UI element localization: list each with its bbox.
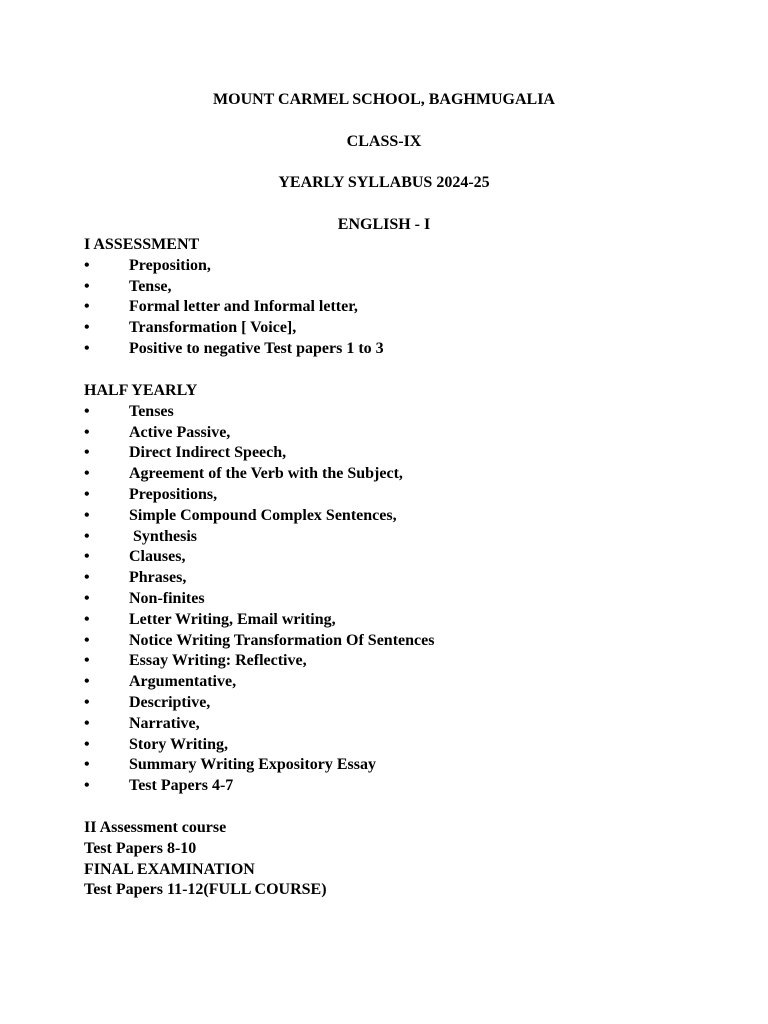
bullet-icon: • — [84, 714, 90, 732]
bullet-icon: • — [84, 465, 90, 483]
list-item-text: Tense, — [129, 277, 172, 295]
list-item-text: Transformation [ Voice], — [129, 319, 297, 337]
list-item — [84, 339, 724, 360]
bullet-icon: • — [84, 569, 90, 587]
bullet-icon: • — [84, 277, 90, 295]
list-item — [84, 631, 724, 652]
list-item-text: Formal letter and Informal letter, — [129, 298, 358, 316]
list-item-text: Direct Indirect Speech, — [129, 444, 287, 462]
list-item-text: Active Passive, — [129, 423, 231, 441]
bullet-icon: • — [84, 527, 90, 545]
bullet-icon: • — [84, 298, 90, 316]
list-item-text: Summary Writing Expository Essay — [129, 756, 376, 774]
class-title: CLASS-IX — [346, 133, 422, 150]
list-item — [84, 277, 724, 298]
bullet-icon: • — [84, 506, 90, 524]
list-item-text: Tenses — [129, 402, 174, 420]
list-item-text: Story Writing, — [129, 735, 228, 753]
bullet-icon: • — [84, 444, 90, 462]
list-item — [84, 755, 724, 776]
list-item-text: Descriptive, — [129, 693, 211, 711]
bullet-icon: • — [84, 673, 90, 691]
list-item-text: Agreement of the Verb with the Subject, — [129, 465, 403, 483]
list-item — [84, 714, 724, 735]
test-papers-11-12-line: Test Papers 11-12(FULL COURSE) — [84, 881, 327, 899]
list-item-text: Positive to negative Test papers 1 to 3 — [129, 339, 384, 357]
assessment-1-heading: I ASSESSMENT — [84, 236, 200, 253]
list-item — [84, 735, 724, 756]
final-examination-line: FINAL EXAMINATION — [84, 860, 255, 878]
subject-title: ENGLISH - I — [337, 216, 431, 233]
bullet-icon: • — [84, 589, 90, 607]
test-papers-8-10-line: Test Papers 8-10 — [84, 839, 197, 857]
bullet-icon: • — [84, 402, 90, 420]
list-item — [84, 318, 724, 339]
bullet-icon: • — [84, 631, 90, 649]
list-item — [84, 693, 724, 714]
list-item — [84, 506, 724, 527]
bullet-icon: • — [84, 693, 90, 711]
list-item-text: Test Papers 4-7 — [129, 777, 234, 795]
list-item — [84, 464, 724, 485]
list-item-text: Non-finites — [129, 589, 205, 607]
final-section — [84, 818, 724, 901]
list-item — [84, 651, 724, 672]
list-item-text: Clauses, — [129, 548, 186, 566]
bullet-icon: • — [84, 548, 90, 566]
bullet-icon: • — [84, 610, 90, 628]
half-yearly-section — [84, 381, 724, 797]
list-item-text: Argumentative, — [129, 673, 237, 691]
bullet-icon: • — [84, 319, 90, 337]
bullet-icon: • — [84, 756, 90, 774]
list-item — [84, 402, 724, 423]
list-item — [84, 568, 724, 589]
list-item — [84, 527, 724, 548]
list-item-text: Essay Writing: Reflective, — [129, 652, 307, 670]
syllabus-title: YEARLY SYLLABUS 2024-25 — [278, 174, 490, 191]
list-item-text: Narrative, — [129, 714, 200, 732]
bullet-icon: • — [84, 256, 90, 274]
list-item — [84, 256, 724, 277]
list-item-text: Letter Writing, Email writing, — [129, 610, 336, 628]
list-item — [84, 610, 724, 631]
bullet-icon: • — [84, 485, 90, 503]
list-item — [84, 423, 724, 444]
half-yearly-heading: HALF YEARLY — [84, 382, 198, 399]
list-item-text: Preposition, — [129, 256, 211, 274]
list-item — [84, 443, 724, 464]
bullet-icon: • — [84, 339, 90, 357]
list-item — [84, 485, 724, 506]
list-item-text: Simple Compound Complex Sentences, — [129, 506, 397, 524]
list-item — [84, 547, 724, 568]
list-item-text: Phrases, — [129, 569, 187, 587]
bullet-icon: • — [84, 777, 90, 795]
assessment-1-section — [84, 235, 724, 360]
bullet-icon: • — [84, 735, 90, 753]
school-name: MOUNT CARMEL SCHOOL, BAGHMUGALIA — [213, 91, 555, 108]
second-assessment-line: II Assessment course — [84, 819, 227, 836]
list-item — [84, 776, 724, 797]
list-item — [84, 589, 724, 610]
list-item — [84, 672, 724, 693]
list-item-text: Synthesis — [129, 527, 198, 545]
list-item — [84, 297, 724, 318]
list-item-text: Notice Writing Transformation Of Sentences — [129, 631, 435, 649]
bullet-icon: • — [84, 652, 90, 670]
list-item-text: Prepositions, — [129, 485, 218, 503]
bullet-icon: • — [84, 423, 90, 441]
